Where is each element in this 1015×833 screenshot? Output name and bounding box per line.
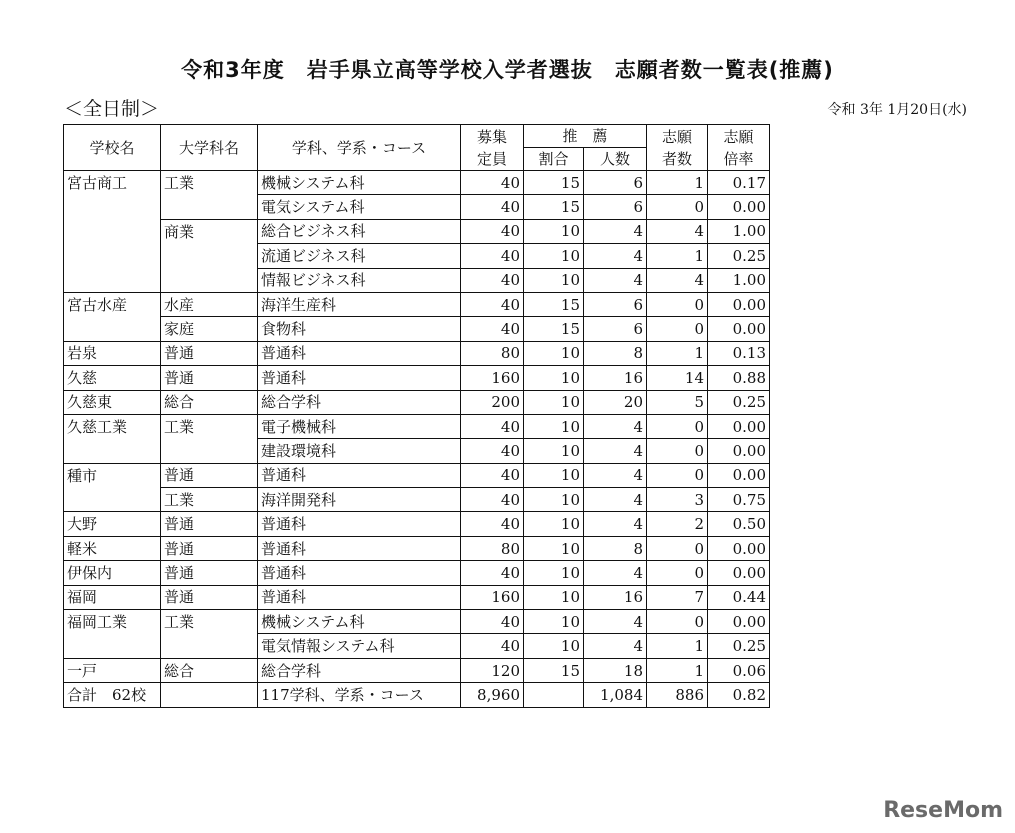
cell-ratio: 15 (524, 195, 584, 219)
cell-count: 4 (584, 610, 647, 634)
cell-rate: 0.00 (708, 463, 770, 487)
cell-count: 6 (584, 317, 647, 341)
cell-rate: 0.00 (708, 317, 770, 341)
cell-quota: 40 (461, 317, 524, 341)
cell-rate: 0.17 (708, 171, 770, 195)
cell-faculty (161, 634, 258, 658)
cell-school: 大野 (64, 512, 161, 536)
cell-ratio: 10 (524, 536, 584, 560)
cell-ratio: 10 (524, 390, 584, 414)
total-quota: 8,960 (461, 683, 524, 707)
cell-course: 電気情報システム科 (258, 634, 461, 658)
cell-faculty (161, 244, 258, 268)
header-ratio: 割合 (524, 148, 584, 171)
cell-course: 電気システム科 (258, 195, 461, 219)
total-faculty (161, 683, 258, 707)
cell-course: 総合学科 (258, 390, 461, 414)
cell-rate: 1.00 (708, 219, 770, 243)
cell-course: 普通科 (258, 366, 461, 390)
cell-count: 16 (584, 585, 647, 609)
cell-ratio: 10 (524, 561, 584, 585)
header-course: 学科、学系・コース (258, 125, 461, 171)
table-row (64, 634, 770, 658)
cell-course: 流通ビジネス科 (258, 244, 461, 268)
cell-quota: 40 (461, 268, 524, 292)
cell-ratio: 10 (524, 634, 584, 658)
table-row (64, 244, 770, 268)
cell-course: 海洋生産科 (258, 292, 461, 316)
cell-applicants: 1 (647, 634, 708, 658)
cell-school (64, 488, 161, 512)
cell-rate: 0.75 (708, 488, 770, 512)
cell-applicants: 5 (647, 390, 708, 414)
cell-count: 4 (584, 219, 647, 243)
cell-quota: 40 (461, 610, 524, 634)
header-faculty: 大学科名 (161, 125, 258, 171)
cell-ratio: 10 (524, 268, 584, 292)
cell-count: 4 (584, 244, 647, 268)
cell-faculty: 普通 (161, 366, 258, 390)
table-row (64, 561, 770, 585)
cell-count: 18 (584, 658, 647, 682)
cell-school: 軽米 (64, 536, 161, 560)
cell-faculty: 普通 (161, 463, 258, 487)
total-applicants: 886 (647, 683, 708, 707)
cell-applicants: 0 (647, 561, 708, 585)
table-row (64, 195, 770, 219)
cell-course: 普通科 (258, 585, 461, 609)
cell-count: 4 (584, 463, 647, 487)
header-rate-line2: 倍率 (723, 149, 754, 168)
cell-applicants: 1 (647, 658, 708, 682)
section-label: ＜全日制＞ (64, 98, 160, 120)
cell-applicants: 1 (647, 244, 708, 268)
cell-count: 6 (584, 292, 647, 316)
cell-course: 海洋開発科 (258, 488, 461, 512)
applicants-table (63, 124, 770, 708)
cell-rate: 0.00 (708, 414, 770, 438)
cell-count: 6 (584, 171, 647, 195)
cell-applicants: 0 (647, 610, 708, 634)
cell-course: 機械システム科 (258, 171, 461, 195)
cell-quota: 40 (461, 219, 524, 243)
cell-count: 8 (584, 536, 647, 560)
cell-quota: 80 (461, 536, 524, 560)
cell-applicants: 0 (647, 536, 708, 560)
cell-rate: 0.25 (708, 634, 770, 658)
cell-ratio: 10 (524, 244, 584, 268)
cell-course: 建設環境科 (258, 439, 461, 463)
cell-ratio: 15 (524, 171, 584, 195)
cell-faculty (161, 268, 258, 292)
cell-quota: 40 (461, 244, 524, 268)
cell-school: 福岡 (64, 585, 161, 609)
cell-applicants: 7 (647, 585, 708, 609)
cell-ratio: 10 (524, 585, 584, 609)
cell-ratio: 15 (524, 658, 584, 682)
table-row (64, 610, 770, 634)
cell-school: 久慈東 (64, 390, 161, 414)
cell-applicants: 0 (647, 317, 708, 341)
header-suisen: 推 薦 (524, 125, 647, 148)
cell-count: 4 (584, 439, 647, 463)
cell-applicants: 4 (647, 268, 708, 292)
cell-school: 福岡工業 (64, 610, 161, 634)
cell-quota: 40 (461, 439, 524, 463)
cell-applicants: 2 (647, 512, 708, 536)
cell-faculty: 普通 (161, 536, 258, 560)
cell-course: 電子機械科 (258, 414, 461, 438)
cell-ratio: 10 (524, 512, 584, 536)
cell-school: 伊保内 (64, 561, 161, 585)
cell-rate: 0.00 (708, 195, 770, 219)
cell-rate: 0.00 (708, 561, 770, 585)
cell-course: 機械システム科 (258, 610, 461, 634)
cell-applicants: 0 (647, 463, 708, 487)
cell-faculty: 工業 (161, 171, 258, 195)
cell-course: 普通科 (258, 512, 461, 536)
cell-course: 総合学科 (258, 658, 461, 682)
table-row (64, 390, 770, 414)
cell-school (64, 439, 161, 463)
cell-rate: 0.88 (708, 366, 770, 390)
cell-faculty: 普通 (161, 341, 258, 365)
cell-rate: 0.00 (708, 292, 770, 316)
table-row (64, 463, 770, 487)
cell-count: 4 (584, 561, 647, 585)
table-row (64, 536, 770, 560)
table-row (64, 439, 770, 463)
table-row (64, 317, 770, 341)
header-count: 人数 (584, 148, 647, 171)
cell-rate: 0.06 (708, 658, 770, 682)
table-row (64, 171, 770, 195)
table-row (64, 268, 770, 292)
cell-faculty: 総合 (161, 390, 258, 414)
cell-school (64, 317, 161, 341)
cell-school (64, 195, 161, 219)
cell-quota: 40 (461, 488, 524, 512)
cell-count: 20 (584, 390, 647, 414)
cell-school (64, 268, 161, 292)
header-rate (708, 125, 770, 171)
publish-date: 令和 3年 1月20日(水) (827, 102, 967, 118)
table-row (64, 414, 770, 438)
cell-ratio: 10 (524, 610, 584, 634)
header-applicants-line1: 志願 (661, 127, 692, 146)
cell-course: 総合ビジネス科 (258, 219, 461, 243)
cell-count: 4 (584, 512, 647, 536)
cell-quota: 200 (461, 390, 524, 414)
cell-rate: 0.00 (708, 439, 770, 463)
cell-rate: 1.00 (708, 268, 770, 292)
cell-quota: 120 (461, 658, 524, 682)
cell-count: 4 (584, 488, 647, 512)
cell-quota: 40 (461, 561, 524, 585)
cell-school: 久慈工業 (64, 414, 161, 438)
cell-quota: 80 (461, 341, 524, 365)
cell-quota: 160 (461, 585, 524, 609)
cell-ratio: 10 (524, 366, 584, 390)
cell-ratio: 10 (524, 219, 584, 243)
cell-faculty (161, 439, 258, 463)
table-row (64, 341, 770, 365)
header-quota-line1: 募集 (476, 127, 507, 146)
header-quota-line2: 定員 (476, 149, 507, 168)
total-course: 117学科、学系・コース (258, 683, 461, 707)
cell-rate: 0.25 (708, 244, 770, 268)
cell-rate: 0.00 (708, 536, 770, 560)
cell-school: 岩泉 (64, 341, 161, 365)
cell-applicants: 0 (647, 414, 708, 438)
cell-applicants: 3 (647, 488, 708, 512)
cell-quota: 40 (461, 195, 524, 219)
header-applicants-line2: 者数 (661, 149, 692, 168)
cell-applicants: 0 (647, 292, 708, 316)
cell-count: 8 (584, 341, 647, 365)
cell-applicants: 14 (647, 366, 708, 390)
cell-faculty: 工業 (161, 414, 258, 438)
cell-count: 6 (584, 195, 647, 219)
resemom-logo: ReseMom (883, 798, 1003, 823)
cell-applicants: 1 (647, 171, 708, 195)
header-rate-line1: 志願 (723, 127, 754, 146)
cell-school: 一戸 (64, 658, 161, 682)
cell-quota: 40 (461, 463, 524, 487)
total-rate: 0.82 (708, 683, 770, 707)
total-ratio (524, 683, 584, 707)
cell-count: 4 (584, 268, 647, 292)
cell-quota: 40 (461, 292, 524, 316)
cell-faculty: 水産 (161, 292, 258, 316)
header-applicants (647, 125, 708, 171)
total-school: 合計 62校 (64, 683, 161, 707)
cell-faculty: 家庭 (161, 317, 258, 341)
cell-rate: 0.13 (708, 341, 770, 365)
cell-quota: 40 (461, 634, 524, 658)
cell-rate: 0.00 (708, 610, 770, 634)
cell-course: 食物科 (258, 317, 461, 341)
cell-applicants: 0 (647, 439, 708, 463)
cell-ratio: 15 (524, 317, 584, 341)
cell-faculty (161, 195, 258, 219)
cell-school: 宮古水産 (64, 292, 161, 316)
cell-faculty: 商業 (161, 219, 258, 243)
table-row (64, 219, 770, 243)
cell-school: 種市 (64, 463, 161, 487)
cell-ratio: 15 (524, 292, 584, 316)
cell-school (64, 634, 161, 658)
cell-faculty: 総合 (161, 658, 258, 682)
table-row (64, 512, 770, 536)
cell-quota: 160 (461, 366, 524, 390)
cell-ratio: 10 (524, 488, 584, 512)
table-row (64, 658, 770, 682)
page-title: 令和3年度 岩手県立高等学校入学者選抜 志願者数一覧表(推薦) (181, 58, 834, 82)
cell-school: 宮古商工 (64, 171, 161, 195)
cell-quota: 40 (461, 512, 524, 536)
table-row (64, 366, 770, 390)
cell-ratio: 10 (524, 439, 584, 463)
header-school: 学校名 (64, 125, 161, 171)
cell-faculty: 工業 (161, 488, 258, 512)
cell-course: 普通科 (258, 561, 461, 585)
cell-quota: 40 (461, 414, 524, 438)
cell-rate: 0.25 (708, 390, 770, 414)
cell-school (64, 219, 161, 243)
cell-course: 普通科 (258, 536, 461, 560)
cell-course: 普通科 (258, 463, 461, 487)
cell-count: 4 (584, 414, 647, 438)
cell-count: 4 (584, 634, 647, 658)
header-quota (461, 125, 524, 171)
total-row (64, 683, 770, 707)
cell-faculty: 工業 (161, 610, 258, 634)
cell-applicants: 1 (647, 341, 708, 365)
cell-course: 情報ビジネス科 (258, 268, 461, 292)
total-count: 1,084 (584, 683, 647, 707)
cell-faculty: 普通 (161, 561, 258, 585)
cell-faculty: 普通 (161, 585, 258, 609)
cell-count: 16 (584, 366, 647, 390)
cell-rate: 0.44 (708, 585, 770, 609)
cell-ratio: 10 (524, 341, 584, 365)
cell-ratio: 10 (524, 463, 584, 487)
cell-school: 久慈 (64, 366, 161, 390)
table-row (64, 292, 770, 316)
cell-applicants: 0 (647, 195, 708, 219)
cell-faculty: 普通 (161, 512, 258, 536)
cell-rate: 0.50 (708, 512, 770, 536)
cell-applicants: 4 (647, 219, 708, 243)
cell-school (64, 244, 161, 268)
cell-course: 普通科 (258, 341, 461, 365)
table-row (64, 585, 770, 609)
cell-ratio: 10 (524, 414, 584, 438)
table-row (64, 488, 770, 512)
cell-quota: 40 (461, 171, 524, 195)
